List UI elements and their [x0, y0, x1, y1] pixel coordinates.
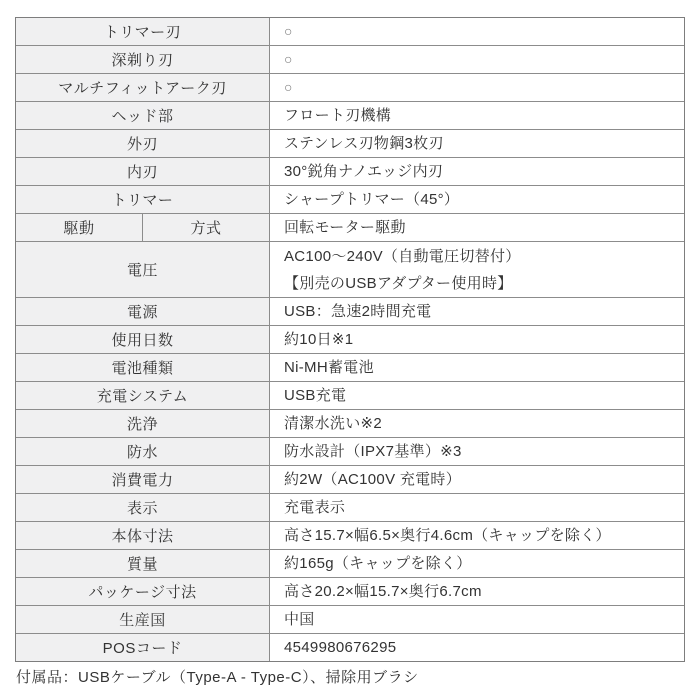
spec-label-part: 方式 — [190, 220, 222, 237]
spec-label-cell: 質量 — [16, 550, 270, 577]
spec-value-line: 清潔水洗い※2 — [284, 415, 383, 432]
spec-value-cell — [270, 606, 684, 633]
spec-value-line: シャープトリマー（45°） — [284, 191, 460, 208]
circle-mark: ○ — [284, 79, 293, 95]
spec-label-cell: 消費電力 — [16, 466, 270, 493]
spec-label-cell: 表示 — [16, 494, 270, 521]
table-row — [16, 102, 684, 130]
spec-value-line: 充電表示 — [284, 499, 346, 516]
table-row — [16, 494, 684, 522]
table-row — [16, 158, 684, 186]
spec-value-cell — [270, 550, 684, 577]
spec-value-cell — [270, 466, 684, 493]
spec-value-cell — [270, 578, 684, 605]
spec-label-cell: ヘッド部 — [16, 102, 270, 129]
circle-mark: ○ — [284, 23, 293, 39]
table-row — [16, 130, 684, 158]
spec-value-cell — [270, 494, 684, 521]
spec-value-line: 約2W（AC100V 充電時） — [284, 471, 462, 488]
spec-value-line: 約165g（キャップを除く） — [284, 555, 472, 572]
table-row — [16, 18, 684, 46]
spec-value-cell — [270, 634, 684, 661]
spec-label-part: 駆動 — [16, 214, 143, 241]
spec-value-line: フロート刃機構 — [284, 107, 392, 124]
spec-label-cell: POSコード — [16, 634, 270, 661]
spec-value-line: USB充電 — [284, 387, 347, 404]
table-row — [16, 466, 684, 494]
spec-value-cell — [270, 130, 684, 157]
spec-value-line: 30°鋭角ナノエッジ内刃 — [284, 163, 444, 180]
spec-value-cell — [270, 326, 684, 353]
spec-label-cell: マルチフィットアーク刃 — [16, 74, 270, 101]
spec-label-cell: 電源 — [16, 298, 270, 325]
spec-value-line: 4549980676295 — [284, 639, 397, 656]
spec-value-line: AC100～240V（自動電圧切替付） — [284, 247, 521, 265]
spec-label-cell: 電圧 — [16, 242, 270, 297]
spec-value-cell — [270, 298, 684, 325]
spec-value-line: 高さ15.7×幅6.5×奥行4.6cm（キャップを除く） — [284, 527, 611, 544]
spec-value-cell — [270, 158, 684, 185]
spec-label-cell: トリマー — [16, 186, 270, 213]
spec-value-line: 防水設計（IPX7基準）※3 — [284, 443, 462, 460]
spec-label-cell: 使用日数 — [16, 326, 270, 353]
spec-label-cell — [16, 214, 270, 241]
spec-value-line: USB：急速2時間充電 — [284, 303, 432, 320]
spec-value-cell — [270, 242, 684, 297]
accessories-note: 付属品：USBケーブル（Type-A - Type-C）、掃除用ブラシ — [16, 669, 419, 686]
table-row — [16, 74, 684, 102]
spec-value-cell — [270, 186, 684, 213]
table-row — [16, 382, 684, 410]
table-row — [16, 326, 684, 354]
spec-value-line: Ni-MH蓄電池 — [284, 359, 374, 376]
spec-value-line: 中国 — [284, 611, 315, 628]
table-row — [16, 578, 684, 606]
spec-value-cell — [270, 438, 684, 465]
spec-label-cell: 本体寸法 — [16, 522, 270, 549]
table-row — [16, 634, 684, 661]
table-row — [16, 354, 684, 382]
spec-value-line: ステンレス刃物鋼3枚刃 — [284, 135, 444, 152]
spec-label-cell: トリマー刃 — [16, 18, 270, 45]
spec-value-cell — [270, 102, 684, 129]
table-row — [16, 46, 684, 74]
circle-mark: ○ — [284, 51, 293, 67]
spec-label-cell: 深剃り刃 — [16, 46, 270, 73]
spec-label-cell: 外刃 — [16, 130, 270, 157]
spec-value-line: 回転モーター駆動 — [284, 219, 406, 236]
spec-label-cell: パッケージ寸法 — [16, 578, 270, 605]
spec-value-cell — [270, 382, 684, 409]
table-row — [16, 186, 684, 214]
spec-value-line: 【別売のUSBアダプター使用時】 — [284, 274, 513, 292]
spec-table — [15, 17, 685, 662]
spec-value-cell — [270, 18, 684, 45]
spec-value-cell — [270, 214, 684, 241]
table-row — [16, 606, 684, 634]
spec-value-cell — [270, 522, 684, 549]
spec-value-cell — [270, 46, 684, 73]
table-row — [16, 550, 684, 578]
table-row — [16, 242, 684, 298]
spec-label-cell: 洗浄 — [16, 410, 270, 437]
spec-value-cell — [270, 410, 684, 437]
spec-label-cell: 防水 — [16, 438, 270, 465]
spec-label-cell: 電池種類 — [16, 354, 270, 381]
spec-value-line: 高さ20.2×幅15.7×奥行6.7cm — [284, 583, 482, 600]
spec-value-cell — [270, 354, 684, 381]
spec-label-cell: 生産国 — [16, 606, 270, 633]
table-row — [16, 410, 684, 438]
spec-value-line: 約10日※1 — [284, 331, 354, 348]
table-row — [16, 214, 684, 242]
spec-label-cell: 内刃 — [16, 158, 270, 185]
table-row — [16, 438, 684, 466]
spec-label-cell: 充電システム — [16, 382, 270, 409]
spec-value-cell — [270, 74, 684, 101]
table-row — [16, 298, 684, 326]
table-row — [16, 522, 684, 550]
